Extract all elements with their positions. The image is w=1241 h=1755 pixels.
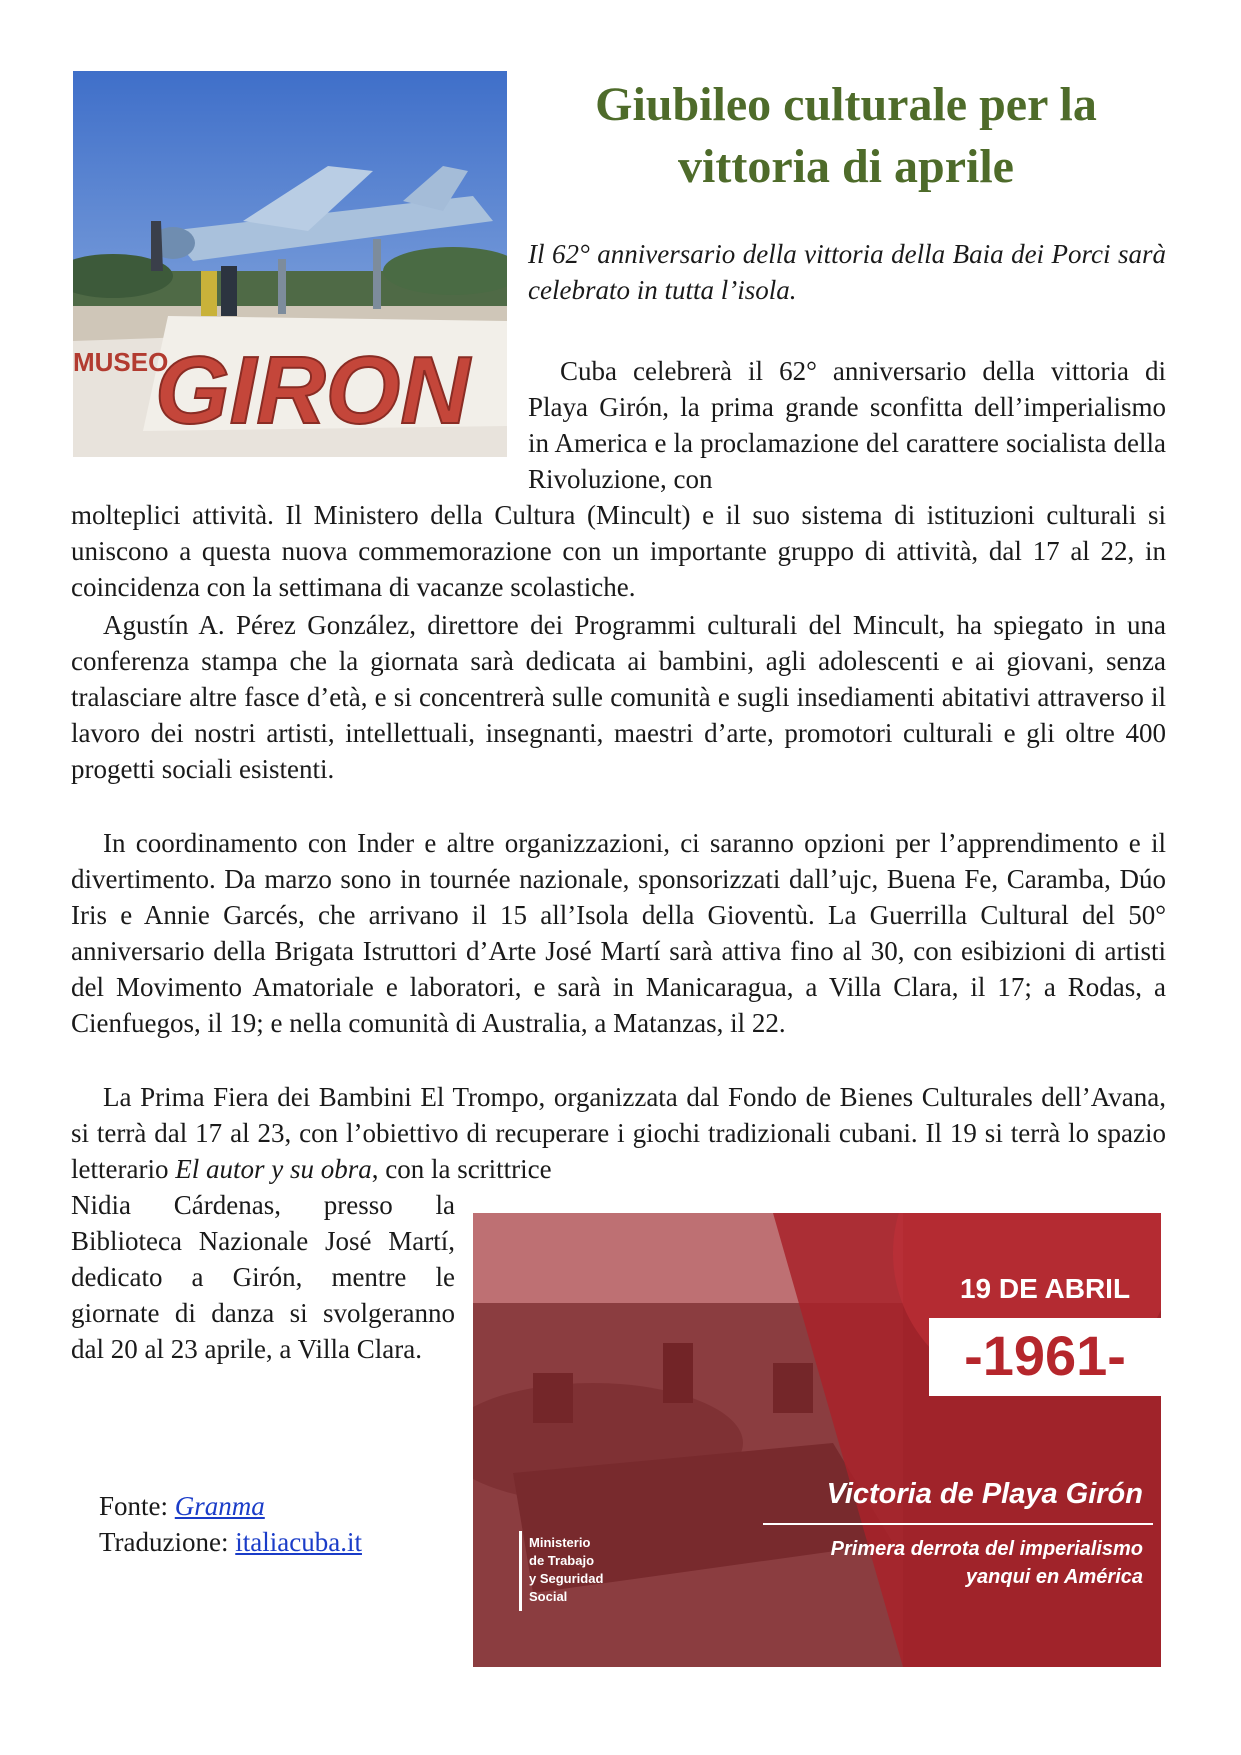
poster-date: 19 DE ABRIL <box>959 1273 1131 1304</box>
paragraph-4-text-end: , con la scrittrice <box>371 1154 552 1184</box>
poster-headline: Victoria de Playa Girón <box>826 1478 1143 1510</box>
translation-link[interactable]: italiacuba.it <box>235 1527 362 1557</box>
museo-sign-text: MUSEO <box>73 347 169 377</box>
paragraph-4-text: La Prima Fiera dei Bambini El Trompo, organizzata dal Fondo de Bienes Culturales dell’Avana, si terrà dal 17 al 23, con l’obiettivo di recuperare i giochi tradizionali cubani. Il 19 si terrà lo spazio letterario <box>71 1082 1166 1184</box>
paragraph-4 <box>71 1079 1166 1187</box>
giron-sign-text: GIRON <box>155 337 470 444</box>
poster-subline-1: Primera derrota del imperialismo <box>830 1538 1143 1560</box>
translation-label: Traduzione: <box>99 1527 236 1557</box>
credits <box>99 1488 362 1560</box>
article-lead: Il 62° anniversario della vittoria della Baia dei Porci sarà celebrato in tutta l’isola. <box>528 239 1166 305</box>
work-title: El autor y su obra <box>175 1154 372 1184</box>
paragraph-3: In coordinamento con Inder e altre organizzazioni, ci saranno opzioni per l’apprendimento e il divertimento. Da marzo sono in tournée nazionale, sponsorizzati dall’ujc, Buena Fe, Caramba, Dúo Iris e Annie Garcés, che arrivano il 15 all’Isola della Gioventù. La Guerrilla Cultural del 50° anniversario della Brigata Istruttori d’Arte José Martí sarà attiva fino al 30, con esibizioni di artisti del Movimento Amatoriale e laboratori, e sarà in Manicaragua, a Villa Clara, il 17; a Rodas, a Cienfuegos, il 19; e nella comunità di Australia, a Matanzas, il 22. <box>71 828 1166 1038</box>
source-line <box>99 1488 362 1524</box>
ministry-logo-line-2: de Trabajo <box>529 1553 595 1568</box>
source-link[interactable]: Granma <box>174 1491 265 1521</box>
ministry-logo-line-3: y Seguridad <box>529 1571 604 1586</box>
translation-line <box>99 1524 362 1560</box>
poster-year: -1961- <box>964 1324 1126 1387</box>
giron-poster <box>473 1213 1161 1667</box>
poster-subline-2: yanqui en América <box>965 1566 1143 1588</box>
ministry-logo-line-4: Social <box>529 1589 568 1604</box>
paragraph-1-start: Cuba celebrerà il 62° anniversario della vittoria di Playa Girón, la prima grande sconfitta dell’imperialismo in America e la proclamazione del carattere socialista della Rivoluzione, con <box>528 356 1166 494</box>
paragraph-2: Agustín A. Pérez González, direttore dei Programmi culturali del Mincult, ha spiegato in una conferenza stampa che la giornata sarà dedicata ai bambini, agli adolescenti e ai giovani, senza tralasciare altre fasce d’età, e si concentrerà sulle comunità e sugli insediamenti abitativi attraverso il lavoro dei nostri artisti, intellettuali, insegnanti, maestri d’arte, promotori culturali e gli oltre 400 progetti sociali esistenti. <box>71 610 1166 784</box>
paragraph-4-continued: Nidia Cárdenas, presso la Biblioteca Nazionale José Martí, dedicato a Girón, mentre le giornate di danza si svolgeranno dal 20 al 23 aprile, a Villa Clara. <box>71 1190 455 1364</box>
source-label: Fonte: <box>99 1491 175 1521</box>
paragraph-1-continued: molteplici attività. Il Ministero della Cultura (Mincult) e il suo sistema di istituzioni culturali si uniscono a questa nuova commemorazione con un importante gruppo di attività, dal 17 al 22, in coincidenza con la settimana di vacanze scolastiche. <box>71 500 1166 602</box>
museum-photo <box>73 71 507 457</box>
ministry-logo-line-1: Ministerio <box>529 1535 591 1550</box>
article-title: Giubileo culturale per la vittoria di aprile <box>595 78 1097 193</box>
